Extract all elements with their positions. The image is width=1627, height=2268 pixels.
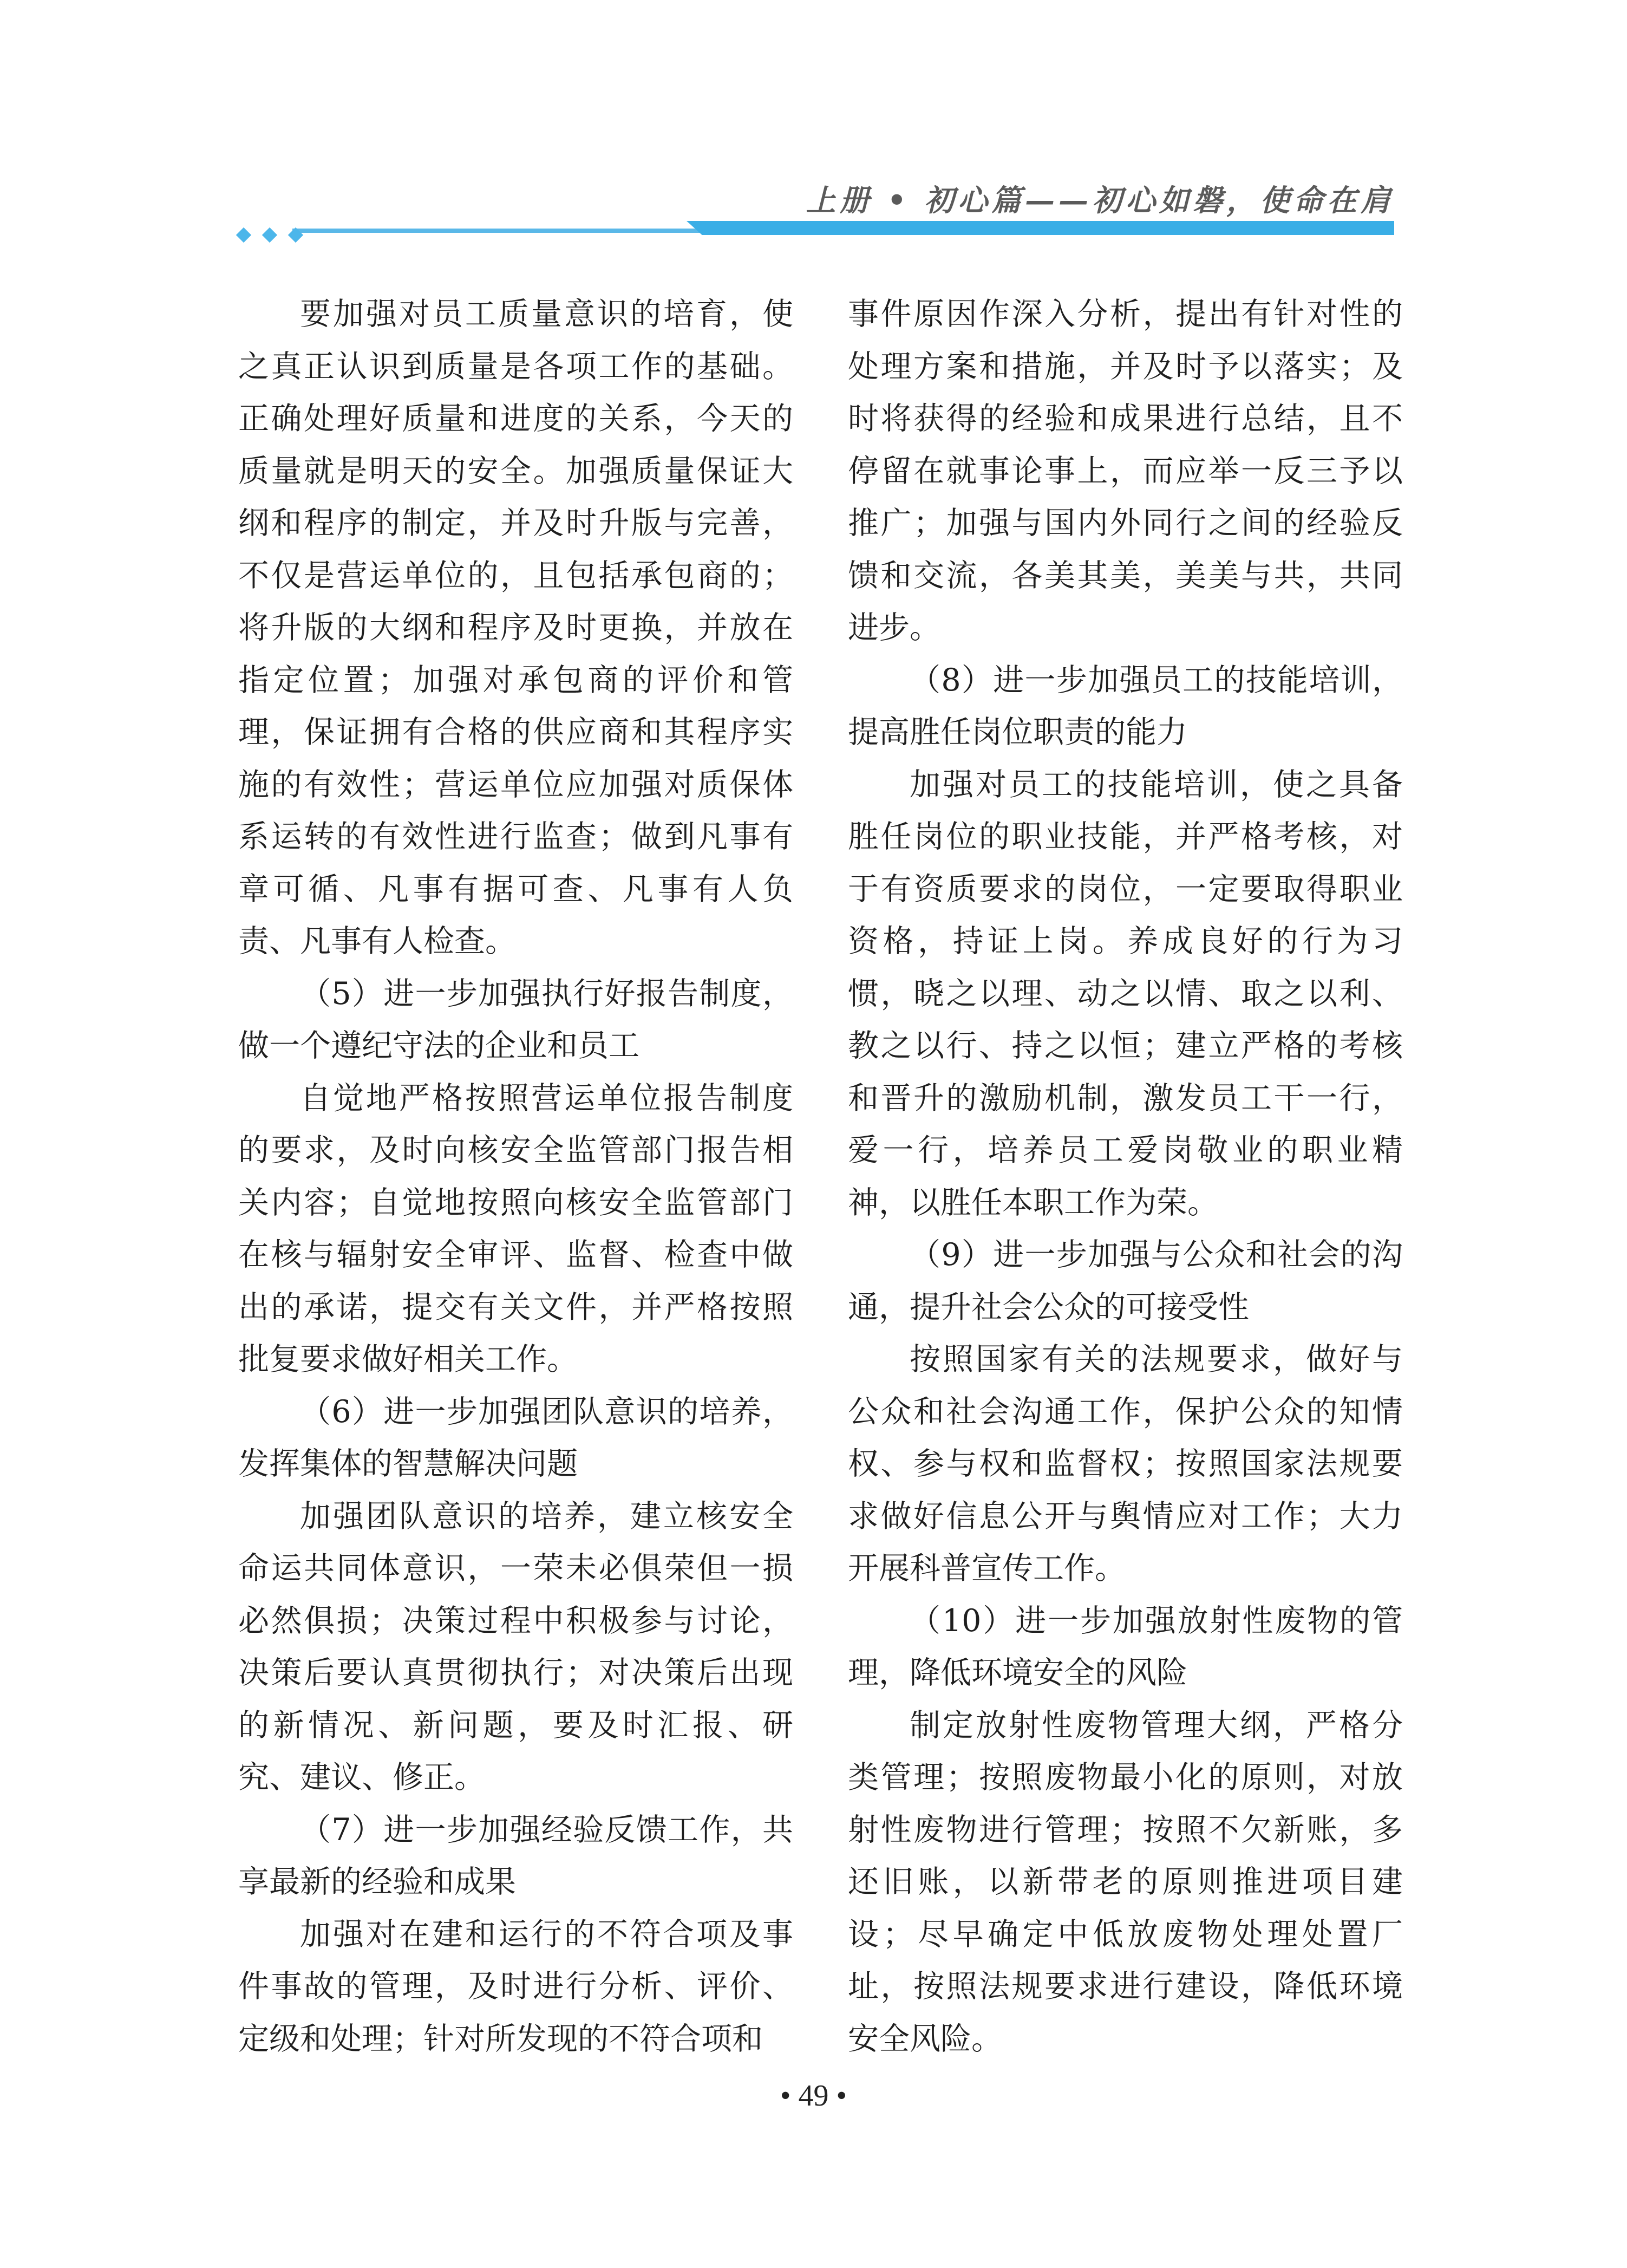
- page-number: • 49 •: [780, 2079, 847, 2113]
- section-heading: （7）进一步加强经验反馈工作，共享最新的经验和成果: [238, 1811, 793, 1900]
- left-column: [238, 288, 793, 2065]
- diamond-ornament: [236, 227, 251, 243]
- right-column: [848, 288, 1403, 2065]
- body-paragraph: 按照国家有关的法规要求，做好与公众和社会沟通工作，保护公众的知情权、参与权和监督权；按照国家法规要求做好信息公开与舆情应对工作；大力开展科普宣传工作。: [848, 1341, 1403, 1586]
- diamond-ornament: [262, 227, 277, 243]
- section-heading: （5）进一步加强执行好报告制度，做一个遵纪守法的企业和员工: [238, 975, 793, 1064]
- body-paragraph: 制定放射性废物管理大纲，严格分类管理；按照废物最小化的原则，对放射性废物进行管理；按照不欠新账，多还旧账，以新带老的原则推进项目建设；尽早确定中低放废物处理处置厂址，按照法规要求进行建设，降低环境安全风险。: [848, 1707, 1403, 2057]
- body-paragraph: 要加强对员工质量意识的培育，使之真正认识到质量是各项工作的基础。正确处理好质量和进度的关系，今天的质量就是明天的安全。加强质量保证大纲和程序的制定，并及时升版与完善，不仅是营运单位的，且包括承包商的；将升版的大纲和程序及时更换，并放在指定位置；加强对承包商的评价和管理，保证拥有合格的供应商和其程序实施的有效性；营运单位应加强对质保体系运转的有效性进行监查；做到凡事有章可循、凡事有据可查、凡事有人负责、凡事有人检查。: [238, 296, 793, 959]
- body-paragraph: 自觉地严格按照营运单位报告制度的要求，及时向核安全监管部门报告相关内容；自觉地按照向核安全监管部门在核与辐射安全审评、监督、检查中做出的承诺，提交有关文件，并严格按照批复要求做好相关工作。: [238, 1080, 793, 1377]
- body-paragraph: 加强对员工的技能培训，使之具备胜任岗位的职业技能，并严格考核，对于有资质要求的岗位，一定要取得职业资格，持证上岗。养成良好的行为习惯，晓之以理、动之以情、取之以利、教之以行、持之以恒；建立严格的考核和晋升的激励机制，激发员工干一行，爱一行，培养员工爱岗敬业的职业精神，以胜任本职工作为荣。: [848, 766, 1403, 1221]
- section-heading: （10）进一步加强放射性废物的管理，降低环境安全的风险: [848, 1602, 1403, 1691]
- body-paragraph-continued: 事件原因作深入分析，提出有针对性的处理方案和措施，并及时予以落实；及时将获得的经验和成果进行总结，且不停留在就事论事上，而应举一反三予以推广；加强与国内外同行之间的经验反馈和交流，各美其美，美美与共，共同进步。: [848, 296, 1403, 646]
- section-heading: （9）进一步加强与公众和社会的沟通，提升社会公众的可接受性: [848, 1237, 1403, 1325]
- body-paragraph: 加强对在建和运行的不符合项及事件事故的管理，及时进行分析、评价、定级和处理；针对所发现的不符合项和: [238, 1916, 793, 2057]
- header-accent-band: [687, 221, 1394, 235]
- section-heading: （8）进一步加强员工的技能培训，提高胜任岗位职责的能力: [848, 662, 1403, 750]
- running-header: 上册 • 初心篇——初心如磐，使命在肩: [806, 183, 1394, 218]
- section-heading: （6）进一步加强团队意识的培养，发挥集体的智慧解决问题: [238, 1393, 793, 1482]
- body-paragraph: 加强团队意识的培养，建立核安全命运共同体意识，一荣未必俱荣但一损必然俱损；决策过程中积极参与讨论，决策后要认真贯彻执行；对决策后出现的新情况、新问题，要及时汇报、研究、建议、修正。: [238, 1498, 793, 1795]
